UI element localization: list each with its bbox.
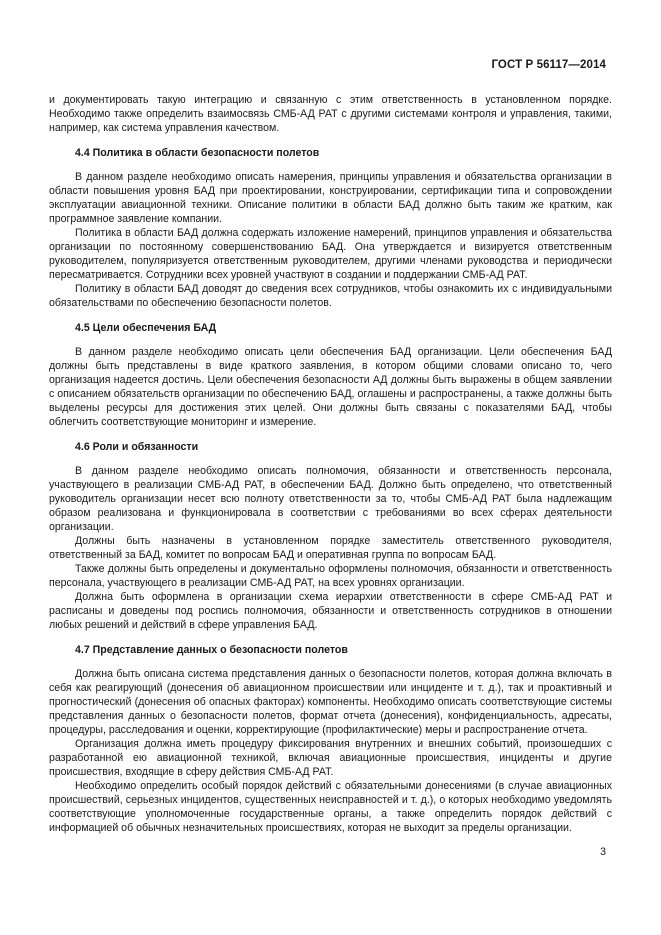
paragraph: Должна быть описана система представления данных о безопасности полетов, которая должна включать в себя как реагирующий (донесения об авиационном происшествии или инциденте и т. д.), так и проактивный и прогностический (донесения об опасных факторах) компоненты. Необходимо описать соответствующие системы представления данных о безопасности полетов, формат отчета (донесения), конфиденциальность, адресаты, процедуры, расследования и оценки, корректирующие (профилактические) меры и распространение отчета. xyxy=(49,668,612,736)
paragraph: Необходимо определить особый порядок действий с обязательными донесениями (в случае авиационных происшествий, серьезных инцидентов, существенных неисправностей и т. д.), о которых необходимо уведомлять соответствующие уполномоченные государственные органы, а также определить порядок действий с информацией об обычных незначительных происшествиях, которая не выходит за пределы организации. xyxy=(49,780,612,834)
paragraph: и документировать такую интеграцию и связанную с этим ответственность в установленном порядке. Необходимо также определить взаимосвязь СМБ-АД РАТ с другими системами контроля и управления, такими, например, как система управления качеством. xyxy=(49,94,612,134)
section-heading: 4.4 Политика в области безопасности полетов xyxy=(75,147,320,159)
paragraph: Организация должна иметь процедуру фиксирования внутренних и внешних событий, произошедших с разработанной ею авиационной техникой, включая авиационные происшествия, инциденты и другие происшествия, входящие в сферу действия СМБ-АД РАТ. xyxy=(49,738,612,778)
paragraph: В данном разделе необходимо описать намерения, принципы управления и обязательства организации в области повышения уровня БАД при проектировании, конструировании, сертификации типа и сопровождении эксплуатации авиационной техники. Описание политики в области БАД должно быть таким же кратким, как программное заявление компании. xyxy=(49,171,612,225)
paragraph: Должна быть оформлена в организации схема иерархии ответственности в сфере СМБ-АД РАТ и расписаны и доведены под роспись полномочия, обязанности и ответственность сотрудников в отношении любых решений и действий в сфере управления БАД. xyxy=(49,591,612,631)
paragraph: В данном разделе необходимо описать полномочия, обязанности и ответственность персонала, участвующего в реализации СМБ-АД РАТ, в обеспечении БАД. Должно быть определено, что ответственный руководитель организации несет всю полноту ответственности за то, чтобы СМБ-АД РАТ была надлежащим образом реализована и функционировала в соответствии с требованиями во всех сферах деятельности организации. xyxy=(49,465,612,533)
section-heading: 4.6 Роли и обязанности xyxy=(75,441,199,453)
paragraph: Должны быть назначены в установленном порядке заместитель ответственного руководителя, ответственный за БАД, комитет по вопросам БАД и оперативная группа по вопросам БАД. xyxy=(49,535,612,561)
document-header: ГОСТ Р 56117—2014 xyxy=(491,59,606,71)
paragraph: Политика в области БАД должна содержать изложение намерений, принципов управления и обязательства организации по постоянному совершенствованию БАД. Она утверждается и визируется ответственным руководителем, популяризуется ответственным руководителем, другими членами руководства и периодически пересматривается. Сотрудники всех уровней участвуют в создании и поддержании СМБ-АД РАТ. xyxy=(49,227,612,281)
paragraph: Также должны быть определены и документально оформлены полномочия, обязанности и ответственность персонала, участвующего в реализации СМБ-АД РАТ, на всех уровнях организации. xyxy=(49,563,612,589)
section-heading: 4.5 Цели обеспечения БАД xyxy=(75,322,217,334)
paragraph: В данном разделе необходимо описать цели обеспечения БАД организации. Цели обеспечения БАД должны быть представлены в виде краткого заявления, в котором общими словами описано то, чего организация надеется достичь. Цели обеспечения безопасности АД должны быть выражены в общем заявлении с описанием обязательств организации по обеспечению БАД, оглашены и распространены, а также должны быть выделены ресурсы для достижения этих целей. Они должны быть связаны с показателями БАД, чтобы облегчить соответствующие мониторинг и измерение. xyxy=(49,346,612,428)
page-number: 3 xyxy=(600,846,606,858)
section-heading: 4.7 Представление данных о безопасности полетов xyxy=(75,644,348,656)
paragraph: Политику в области БАД доводят до сведения всех сотрудников, чтобы ознакомить их с индивидуальными обязательствами по обеспечению безопасности полетов. xyxy=(49,283,612,309)
document-body xyxy=(49,93,612,835)
